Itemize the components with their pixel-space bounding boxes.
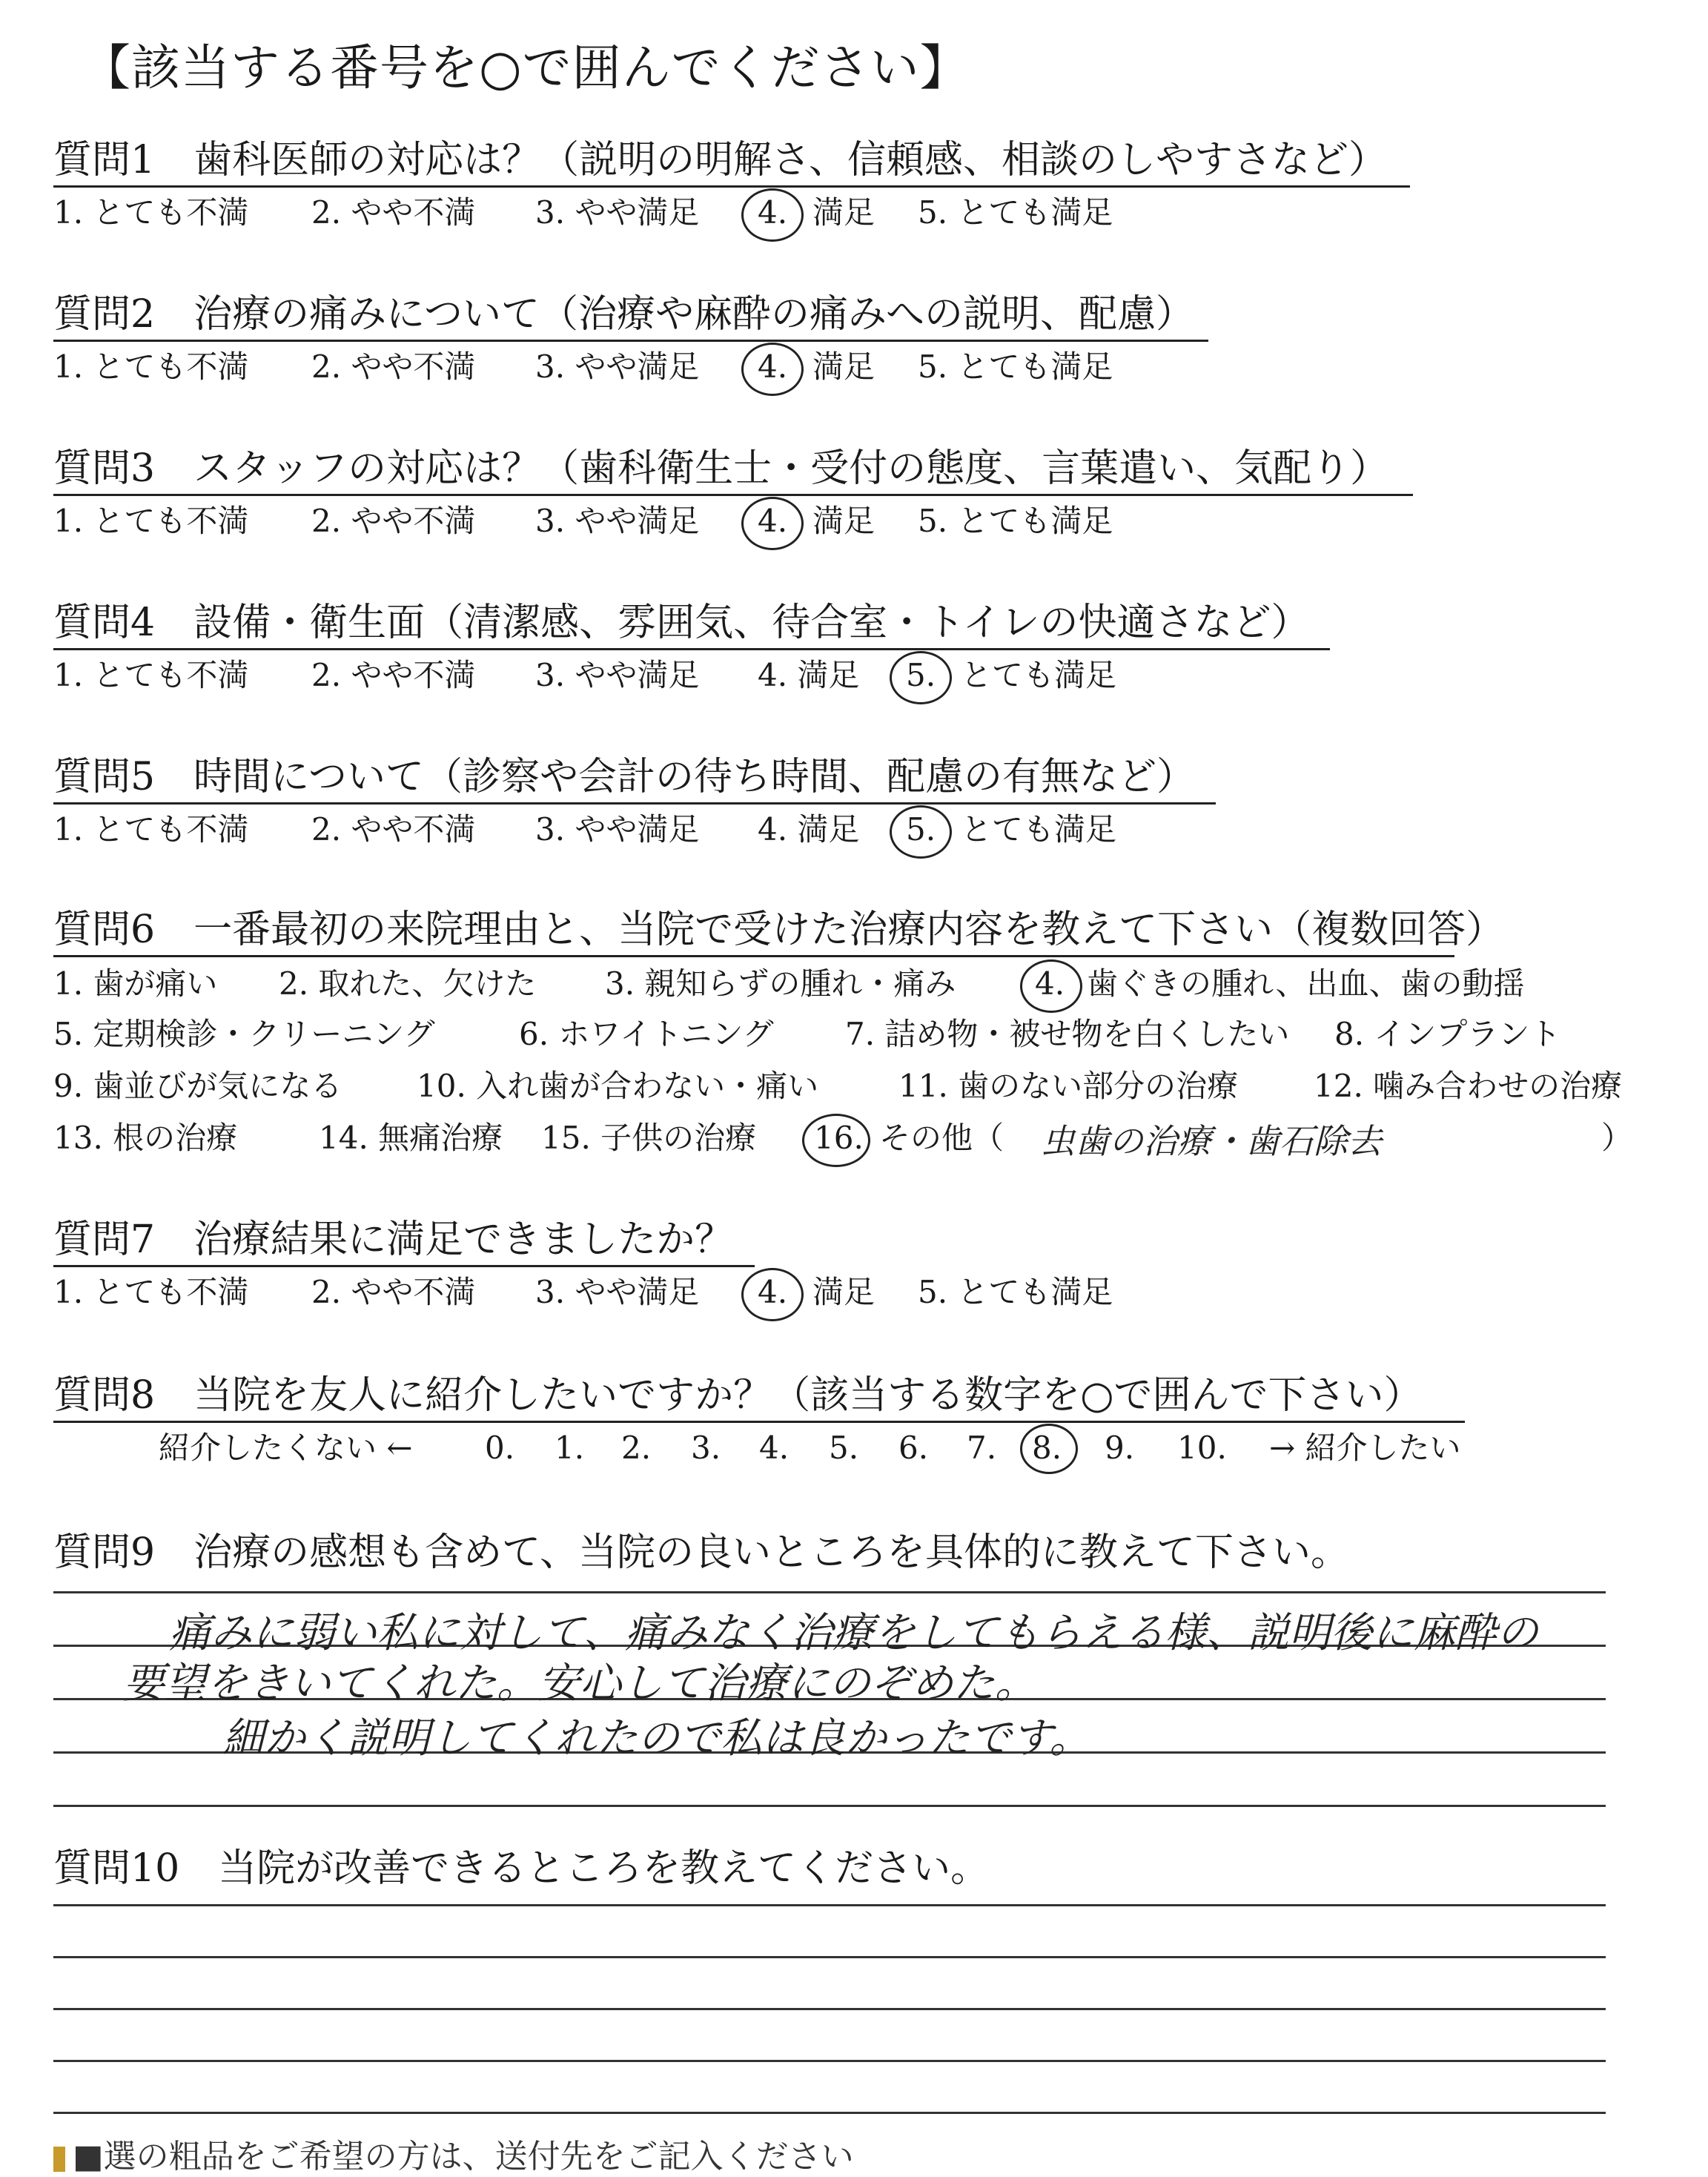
answer-line: [53, 1904, 1606, 1906]
question-7-options: [0, 1274, 1708, 1315]
scale-right-label: → 紹介したい: [1269, 1430, 1461, 1466]
option-2[interactable]: 2. やや不満: [311, 811, 476, 848]
other-close-paren: ）: [1601, 1120, 1633, 1156]
option-16-number[interactable]: 16.: [814, 1120, 864, 1156]
question-1-heading: 質問1 歯科医師の対応は？（説明の明解さ、信頼感、相談のしやすさなど）: [53, 138, 1410, 188]
question-4-options: [0, 657, 1708, 698]
option-4-label: 満足: [812, 503, 875, 539]
question-8-scale: [0, 1430, 1708, 1471]
option-2[interactable]: 2. やや不満: [311, 657, 476, 693]
question-6-row-2: [0, 1016, 1708, 1057]
option-4-number[interactable]: 4.: [758, 348, 788, 385]
answer-line: [53, 1805, 1606, 1807]
question-9-heading: 質問9 治療の感想も含めて、当院の良いところを具体的に教えて下さい。: [53, 1530, 1350, 1575]
option-5[interactable]: 5. とても満足: [918, 348, 1113, 385]
option-16-label: その他（: [879, 1120, 1004, 1156]
question-6-row-1: [0, 965, 1708, 1007]
scale-0[interactable]: 0.: [485, 1430, 515, 1466]
scale-2[interactable]: 2.: [621, 1430, 652, 1466]
option-13[interactable]: 13. 根の治療: [53, 1120, 238, 1156]
option-8[interactable]: 8. インプラント: [1334, 1016, 1561, 1052]
option-4-label: 満足: [812, 348, 875, 385]
answer-line: [53, 2112, 1606, 2114]
option-12[interactable]: 12. 噛み合わせの治療: [1314, 1068, 1623, 1104]
question-8-heading: 質問8 当院を友人に紹介したいですか？（該当する数字を○で囲んで下さい）: [53, 1373, 1465, 1423]
question-3-heading: 質問3 スタッフの対応は？（歯科衛生士・受付の態度、言葉遣い、気配り）: [53, 446, 1413, 496]
option-11[interactable]: 11. 歯のない部分の治療: [898, 1068, 1239, 1104]
question-6-row-4: [0, 1120, 1708, 1179]
option-4-number[interactable]: 4.: [758, 503, 788, 539]
option-4-label: 満足: [812, 194, 875, 231]
option-1[interactable]: 1. とても不満: [53, 1274, 249, 1310]
scale-5[interactable]: 5.: [829, 1430, 859, 1466]
option-4[interactable]: 4. 満足: [758, 657, 860, 693]
option-4[interactable]: 4. 満足: [758, 811, 860, 848]
scale-1[interactable]: 1.: [555, 1430, 585, 1466]
answer-line: [53, 1591, 1606, 1593]
bullet-mark: [53, 2147, 65, 2172]
answer-line: [53, 1956, 1606, 1958]
answer-line: [53, 2008, 1606, 2010]
option-4-number[interactable]: 4.: [758, 1274, 788, 1310]
question-5-options: [0, 811, 1708, 853]
question-6-row-3: [0, 1068, 1708, 1109]
option-1[interactable]: 1. とても不満: [53, 348, 249, 385]
scale-left-label: 紹介したくない ←: [159, 1430, 413, 1466]
question-7-heading: 質問7 治療結果に満足できましたか？: [53, 1218, 755, 1267]
question-1-options: [0, 194, 1708, 236]
option-4-number[interactable]: 4.: [1035, 965, 1065, 1002]
option-1[interactable]: 1. とても不満: [53, 657, 249, 693]
option-15[interactable]: 15. 子供の治療: [541, 1120, 757, 1156]
option-3[interactable]: 3. やや満足: [535, 503, 700, 539]
option-3[interactable]: 3. やや満足: [535, 657, 700, 693]
option-2[interactable]: 2. やや不満: [311, 1274, 476, 1310]
option-4-label: 歯ぐきの腫れ、出血、歯の動揺: [1087, 965, 1525, 1002]
option-2[interactable]: 2. 取れた、欠けた: [279, 965, 537, 1002]
option-9[interactable]: 9. 歯並びが気になる: [53, 1068, 342, 1104]
option-5-label: とても満足: [961, 657, 1117, 693]
option-5[interactable]: 5. とても満足: [918, 1274, 1113, 1310]
footer-note: [53, 2130, 854, 2177]
option-4-number[interactable]: 4.: [758, 194, 788, 231]
handwritten-answer-line-1[interactable]: 痛みに弱い私に対して、痛みなく治療をしてもらえる様、説明後に麻酔の: [169, 1609, 1538, 1657]
question-2-heading: 質問2 治療の痛みについて（治療や麻酔の痛みへの説明、配慮）: [53, 292, 1208, 342]
handwritten-answer-line-2[interactable]: 要望をきいてくれた。安心して治療にのぞめた。: [123, 1659, 1036, 1708]
option-1[interactable]: 1. とても不満: [53, 503, 249, 539]
scale-3[interactable]: 3.: [691, 1430, 721, 1466]
option-14[interactable]: 14. 無痛治療: [319, 1120, 503, 1156]
question-5-heading: 質問5 時間について（診察や会計の待ち時間、配慮の有無など）: [53, 755, 1216, 805]
question-3-options: [0, 503, 1708, 544]
scale-9[interactable]: 9.: [1105, 1430, 1135, 1466]
scale-7[interactable]: 7.: [967, 1430, 997, 1466]
option-3[interactable]: 3. やや満足: [535, 348, 700, 385]
other-answer-handwritten[interactable]: 虫歯の治療・歯石除去: [1041, 1121, 1382, 1161]
option-5-number[interactable]: 5.: [906, 657, 936, 693]
option-2[interactable]: 2. やや不満: [311, 194, 476, 231]
option-10[interactable]: 10. 入れ歯が合わない・痛い: [417, 1068, 819, 1104]
option-5[interactable]: 5. 定期検診・クリーニング: [53, 1016, 435, 1052]
option-7[interactable]: 7. 詰め物・被せ物を白くしたい: [845, 1016, 1290, 1052]
option-5-label: とても満足: [961, 811, 1117, 848]
scale-8[interactable]: 8.: [1032, 1430, 1062, 1466]
option-2[interactable]: 2. やや不満: [311, 348, 476, 385]
option-3[interactable]: 3. やや満足: [535, 1274, 700, 1310]
option-4-label: 満足: [812, 1274, 875, 1310]
scale-10[interactable]: 10.: [1177, 1430, 1227, 1466]
option-3[interactable]: 3. やや満足: [535, 811, 700, 848]
option-3[interactable]: 3. 親知らずの腫れ・痛み: [605, 965, 956, 1002]
question-2-options: [0, 348, 1708, 390]
question-4-heading: 質問4 設備・衛生面（清潔感、雰囲気、待合室・トイレの快適さなど）: [53, 601, 1330, 650]
option-1[interactable]: 1. 歯が痛い: [53, 965, 218, 1002]
option-6[interactable]: 6. ホワイトニング: [519, 1016, 774, 1052]
option-2[interactable]: 2. やや不満: [311, 503, 476, 539]
handwritten-answer-line-3[interactable]: 細かく説明してくれたので私は良かったです。: [222, 1714, 1091, 1763]
option-5[interactable]: 5. とても満足: [918, 194, 1113, 231]
option-1[interactable]: 1. とても不満: [53, 811, 249, 848]
option-1[interactable]: 1. とても不満: [53, 194, 249, 231]
option-5[interactable]: 5. とても満足: [918, 503, 1113, 539]
page-title: 【該当する番号を○で囲んでください】: [82, 39, 970, 96]
scale-6[interactable]: 6.: [898, 1430, 929, 1466]
question-6-heading: 質問6 一番最初の来院理由と、当院で受けた治療内容を教えて下さい（複数回答）: [53, 908, 1454, 957]
option-5-number[interactable]: 5.: [906, 811, 936, 848]
question-10-heading: 質問10 当院が改善できるところを教えてください。: [53, 1846, 990, 1891]
answer-line: [53, 2060, 1606, 2062]
footer-note-text: ■選の粗品をご希望の方は、送付先をご記入ください: [73, 2138, 854, 2176]
option-3[interactable]: 3. やや満足: [535, 194, 700, 231]
scale-4[interactable]: 4.: [759, 1430, 790, 1466]
